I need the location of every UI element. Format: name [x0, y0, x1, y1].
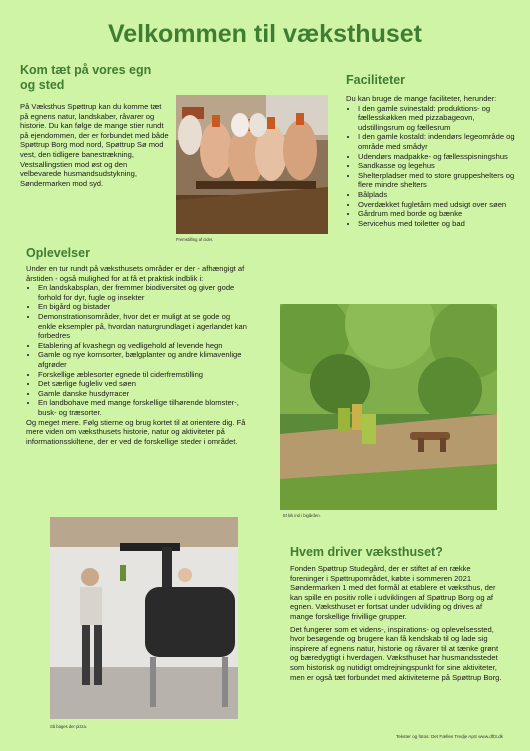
- intro-heading: Kom tæt på vores egn og sted: [20, 63, 152, 92]
- list-item: • Etablering af kvashegn og vedligehold af levende hegn: [38, 341, 248, 351]
- experiences-list: [26, 283, 248, 417]
- list-item: • Det særlige fugleliv ved søen: [38, 379, 248, 389]
- list-item: • Overdækket fugletårn med udsigt over søen: [358, 200, 516, 210]
- list-item: • I den gamle kostald: indendørs legeområde og område med smådyr: [358, 132, 516, 151]
- list-item: • En bigård og bistader: [38, 302, 248, 312]
- experiences-intro: Under en tur rundt på væksthusets områder er der - afhængigt af årstiden - også mulighed for at få et praktisk indblik i:: [26, 264, 245, 283]
- list-item: • Demonstrationsområder, hvor det er muligt at se gode og enkle eksempler på, hvordan naturgrundlaget i agerlandet kan forbedres: [38, 312, 248, 341]
- page-title: Velkommen til væksthuset: [107, 20, 422, 48]
- operator-heading: Hvem driver væksthuset?: [290, 545, 443, 559]
- pizza-photo: [50, 517, 238, 719]
- list-item: • Gamle og nye kornsorter, bælgplanter og andre klimavenlige afgrøder: [38, 350, 248, 369]
- cider-caption: Fremstilling af cider.: [176, 237, 214, 242]
- beeyard-caption: Et kik ind i bigården.: [283, 513, 321, 518]
- list-item: • Gårdrum med borde og bænke: [358, 209, 516, 219]
- beeyard-photo: [280, 304, 497, 510]
- list-item: • Forskellige æblesorter egnede til ciderfremstilling: [38, 370, 248, 380]
- intro-section: [20, 63, 170, 188]
- experiences-section: [26, 246, 248, 446]
- facilities-section: [346, 73, 516, 228]
- facilities-intro: Du kan bruge de mange faciliteter, herunder:: [346, 94, 497, 103]
- list-item: • Gamle danske husdyrracer: [38, 389, 248, 399]
- intro-text: På Væksthus Spøttrup kan du komme tæt på egnens natur, landskaber, råvarer og historie. Du kan følge de mange stier rundt på ejendommen, der er forbundet med både Spøttrup Borg mod nord, Spøttrup Sø mod vest, den tidligere banestrækning, Vestsallingstien mod øst og den velbevarede husmandsudstykning, Søndermarken mod syd.: [20, 102, 169, 188]
- pizza-caption: Så bages der pizza.: [50, 724, 88, 729]
- list-item: • En landskabsplan, der fremmer biodiversitet og giver gode forhold for dyr, fugle og insekter: [38, 283, 248, 302]
- list-item: • Servicehus med toiletter og bad: [358, 219, 516, 229]
- list-item: • Udendørs madpakke- og fællesspisningshus: [358, 152, 516, 162]
- list-item: • Sandkasse og legehus: [358, 161, 516, 171]
- operator-paragraph-2: Det fungerer som et videns-, inspirations- og oplevelsessted, hvor besøgende og brugere kan få kendskab til og lade sig inspirere af egnens natur, historie og råvarer til at tænke grønt og bæredygtigt i hverdagen. Væksthuset har husmandsstedet som historisk og nutidigt omdrejningspunkt for sine aktiviteter, men er også tæt forbundet med aktiviteterne på Spøttrup Borg.: [290, 624, 502, 682]
- list-item: • I den gamle svinestald: produktions- og fællesskøkken med pizzabageovn, udstillingsrum og fællesrum: [358, 104, 516, 133]
- experiences-outro: Og meget mere. Følg stierne og brug kortet til at orientere dig. Få mere viden om væksthusets historie, natur og aktiviteter på informationsskiltene, der er ved de forskellige steder i området.: [26, 417, 246, 446]
- experiences-heading: Oplevelser: [26, 246, 90, 260]
- credits: Tekster og fotos: Det Fælles Tredje ApS www.dft3.dk: [396, 734, 503, 739]
- list-item: • Bålplads: [358, 190, 516, 200]
- facilities-heading: Faciliteter: [346, 73, 406, 87]
- operator-paragraph-1: Fonden Spøttrup Studegård, der er stiftet af en række foreninger i Spøttrupområdet, købte i sommeren 2021 Søndermarken 1 med det formål at etablere et væksthus, der kan spille en positiv rolle i udviklingen af Spøttrup Borg og af egnen. Væksthuset er fortsat under udvikling og drives af mange forskellige frivillige grupper.: [290, 564, 496, 621]
- facilities-list: [346, 104, 516, 229]
- operator-section: [290, 545, 506, 682]
- cider-photo: [176, 95, 328, 234]
- list-item: • Shelterpladser med to store gruppeshelters og flere mindre shelters: [358, 171, 516, 190]
- list-item: • En landbohave med mange forskellige tilhørende blomster-, busk- og træsorter.: [38, 398, 248, 417]
